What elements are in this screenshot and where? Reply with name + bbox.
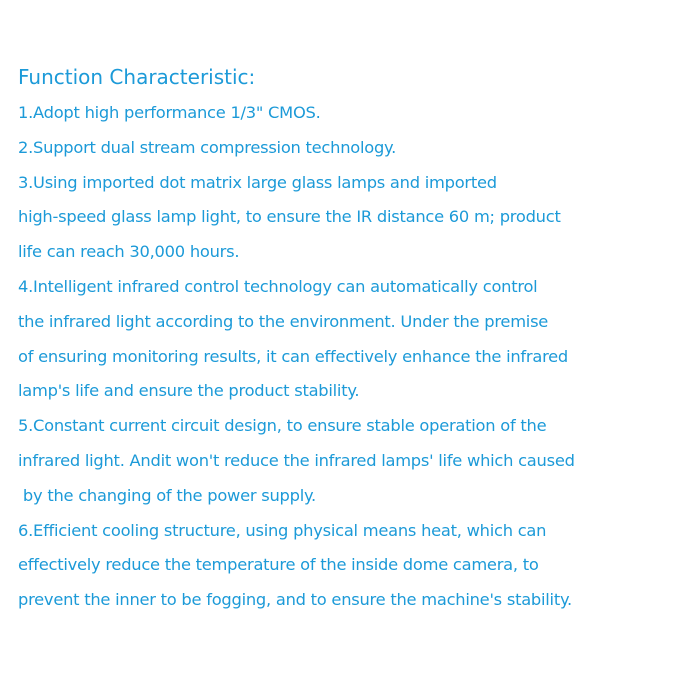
feature-line: the infrared light according to the environment. Under the premise (18, 311, 549, 331)
section-heading: Function Characteristic: (18, 65, 256, 89)
feature-line: high-speed glass lamp light, to ensure the IR distance 60 m; product (18, 207, 561, 227)
feature-line: 3.Using imported dot matrix large glass lamps and imported (18, 172, 497, 192)
feature-line: by the changing of the power supply. (18, 485, 316, 505)
feature-line: infrared light. Andit won't reduce the infrared lamps' life which caused (18, 450, 575, 470)
feature-item-6 (18, 514, 694, 618)
feature-line: 1.Adopt high performance 1/3" CMOS. (18, 103, 321, 122)
feature-line: of ensuring monitoring results, it can effectively enhance the infrared (18, 346, 569, 366)
feature-item-4 (18, 270, 694, 409)
feature-item-3 (18, 166, 694, 270)
feature-line: effectively reduce the temperature of the inside dome camera, to (18, 555, 539, 575)
feature-item-1 (18, 96, 694, 131)
feature-line: 4.Intelligent infrared control technology can automatically control (18, 276, 538, 296)
feature-line: 6.Efficient cooling structure, using physical means heat, which can (18, 520, 547, 540)
feature-line: 5.Constant current circuit design, to ensure stable operation of the (18, 416, 547, 436)
feature-line: life can reach 30,000 hours. (18, 242, 240, 262)
feature-item-5 (18, 409, 694, 513)
feature-line: 2.Support dual stream compression technology. (18, 137, 397, 157)
document (18, 62, 694, 618)
feature-line: prevent the inner to be fogging, and to ensure the machine's stability. (18, 590, 572, 610)
feature-item-2 (18, 131, 694, 166)
feature-line: lamp's life and ensure the product stability. (18, 381, 360, 401)
